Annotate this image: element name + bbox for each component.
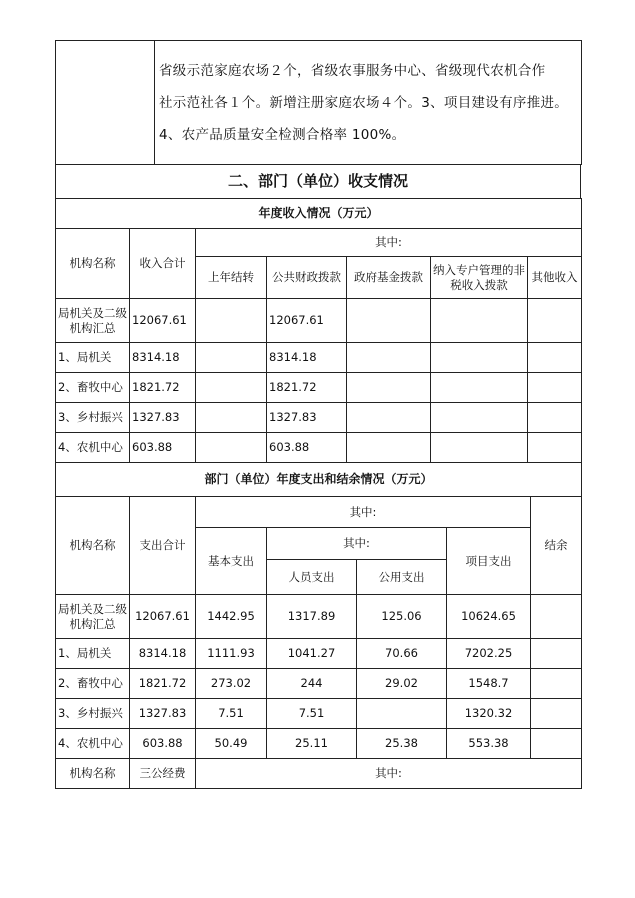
income-row-cell	[431, 403, 528, 433]
expense-row-balance	[531, 729, 582, 759]
table-row	[56, 669, 582, 699]
income-row-cell	[196, 373, 267, 403]
expense-header-project: 项目支出	[447, 528, 531, 595]
expense-row-name: 2、畜牧中心	[56, 669, 130, 699]
income-row-cell	[528, 373, 582, 403]
income-row-cell: 8314.18	[267, 343, 347, 373]
expense-row-total: 8314.18	[130, 639, 196, 669]
income-row-cell	[196, 299, 267, 343]
table-row	[56, 729, 582, 759]
expense-row-total: 603.88	[130, 729, 196, 759]
expense-row-name: 1、局机关	[56, 639, 130, 669]
expense-row-personnel: 7.51	[267, 699, 357, 729]
expense-row-basic: 273.02	[196, 669, 267, 699]
income-row-name: 4、农机中心	[56, 433, 130, 463]
expense-title: 部门（单位）年度支出和结余情况（万元）	[56, 463, 582, 497]
sanggong-header-name: 机构名称	[56, 759, 130, 789]
expense-row-balance	[531, 699, 582, 729]
income-header-other: 其他收入	[528, 257, 582, 299]
table-row	[56, 433, 582, 463]
expense-row-personnel: 25.11	[267, 729, 357, 759]
income-row-cell	[196, 433, 267, 463]
sanggong-table	[55, 758, 582, 789]
income-row-cell	[196, 343, 267, 373]
expense-row-name: 3、乡村振兴	[56, 699, 130, 729]
expense-row-public: 25.38	[357, 729, 447, 759]
expense-row-basic: 1442.95	[196, 595, 267, 639]
income-row-cell	[347, 299, 431, 343]
income-row-cell	[431, 373, 528, 403]
income-row-cell	[347, 373, 431, 403]
expense-row-total: 12067.61	[130, 595, 196, 639]
income-row-name: 3、乡村振兴	[56, 403, 130, 433]
expense-header-name: 机构名称	[56, 497, 130, 595]
expense-header-balance: 结余	[531, 497, 582, 595]
expense-row-name: 4、农机中心	[56, 729, 130, 759]
income-row-total: 8314.18	[130, 343, 196, 373]
expense-row-public: 70.66	[357, 639, 447, 669]
intro-paragraph	[155, 41, 582, 165]
income-row-cell	[196, 403, 267, 433]
table-row	[56, 595, 582, 639]
income-row-cell	[431, 433, 528, 463]
expense-row-public: 29.02	[357, 669, 447, 699]
table-row	[56, 403, 582, 433]
income-title: 年度收入情况（万元）	[56, 199, 582, 229]
expense-row-project: 1320.32	[447, 699, 531, 729]
section-title-table	[55, 164, 581, 199]
expense-header-total: 支出合计	[130, 497, 196, 595]
income-header-name: 机构名称	[56, 229, 130, 299]
income-row-cell	[528, 433, 582, 463]
expense-row-balance	[531, 669, 582, 699]
income-row-cell	[528, 299, 582, 343]
income-table	[55, 198, 582, 463]
expense-row-project: 10624.65	[447, 595, 531, 639]
income-row-cell	[528, 343, 582, 373]
income-row-total: 12067.61	[130, 299, 196, 343]
intro-table	[55, 40, 582, 165]
expense-row-name: 局机关及二级机构汇总	[56, 595, 130, 639]
expense-row-project: 7202.25	[447, 639, 531, 669]
expense-header-subgroup: 其中:	[267, 528, 447, 560]
income-row-total: 603.88	[130, 433, 196, 463]
income-row-cell	[528, 403, 582, 433]
income-row-cell: 1821.72	[267, 373, 347, 403]
intro-line-1: 省级示范家庭农场２个，省级农事服务中心、省级现代农机合作	[159, 62, 546, 79]
income-row-cell	[347, 343, 431, 373]
intro-line-3: 4、农产品质量安全检测合格率 100%。	[159, 126, 406, 143]
expense-header-public: 公用支出	[357, 560, 447, 595]
income-header-gov-fund: 政府基金拨款	[347, 257, 431, 299]
income-row-cell	[347, 403, 431, 433]
income-row-cell: 12067.61	[267, 299, 347, 343]
expense-row-personnel: 244	[267, 669, 357, 699]
income-row-name: 1、局机关	[56, 343, 130, 373]
table-row	[56, 299, 582, 343]
sanggong-header-group: 其中:	[196, 759, 582, 789]
income-header-public-finance: 公共财政拨款	[267, 257, 347, 299]
income-row-cell	[431, 343, 528, 373]
income-row-cell: 1327.83	[267, 403, 347, 433]
expense-header-basic: 基本支出	[196, 528, 267, 595]
income-row-name: 2、畜牧中心	[56, 373, 130, 403]
expense-row-balance	[531, 595, 582, 639]
income-row-total: 1821.72	[130, 373, 196, 403]
income-row-cell	[431, 299, 528, 343]
expense-row-public	[357, 699, 447, 729]
income-row-name: 局机关及二级机构汇总	[56, 299, 130, 343]
expense-table	[55, 462, 582, 759]
income-header-carryover: 上年结转	[196, 257, 267, 299]
document-page	[55, 40, 581, 789]
expense-row-balance	[531, 639, 582, 669]
intro-empty-cell	[56, 41, 155, 165]
expense-row-total: 1821.72	[130, 669, 196, 699]
expense-row-total: 1327.83	[130, 699, 196, 729]
income-header-nontax: 纳入专户管理的非税收入拨款	[431, 257, 528, 299]
table-row	[56, 639, 582, 669]
income-row-cell	[347, 433, 431, 463]
expense-row-personnel: 1041.27	[267, 639, 357, 669]
income-row-cell: 603.88	[267, 433, 347, 463]
income-header-total: 收入合计	[130, 229, 196, 299]
expense-row-basic: 1111.93	[196, 639, 267, 669]
income-row-total: 1327.83	[130, 403, 196, 433]
expense-row-personnel: 1317.89	[267, 595, 357, 639]
intro-line-2: 社示范社各１个。新增注册家庭农场４个。3、项目建设有序推进。	[159, 94, 569, 111]
sanggong-header-total: 三公经费	[130, 759, 196, 789]
expense-header-group: 其中:	[196, 497, 531, 528]
expense-row-project: 553.38	[447, 729, 531, 759]
expense-header-personnel: 人员支出	[267, 560, 357, 595]
expense-row-basic: 7.51	[196, 699, 267, 729]
table-row	[56, 373, 582, 403]
table-row	[56, 343, 582, 373]
expense-row-project: 1548.7	[447, 669, 531, 699]
table-row	[56, 699, 582, 729]
expense-row-basic: 50.49	[196, 729, 267, 759]
section-title: 二、部门（单位）收支情况	[56, 165, 581, 199]
expense-row-public: 125.06	[357, 595, 447, 639]
income-header-group: 其中:	[196, 229, 582, 257]
